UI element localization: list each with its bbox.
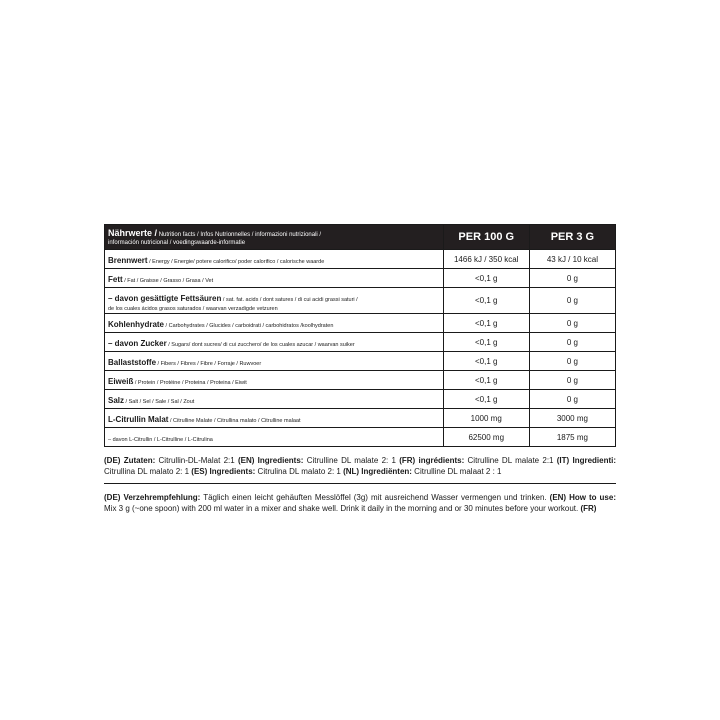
- column-per-100g: PER 100 G: [443, 225, 529, 250]
- usage-en-text: Mix 3 g (~one spoon) with 200 ml water in a mixer and shake well. Drink it daily in the morning and or 30 minutes before your workout.: [104, 504, 581, 513]
- table-row: [105, 428, 616, 447]
- value-per-100g: <0,1 g: [443, 314, 529, 333]
- table-row: [105, 269, 616, 288]
- value-per-3g: 0 g: [529, 352, 615, 371]
- value-per-3g: 0 g: [529, 269, 615, 288]
- usage-fr-label: (FR): [580, 504, 597, 513]
- ingredients-it-text: Citrullina DL malato 2: 1: [104, 467, 192, 476]
- row-sublabel: / Sugars/ dont sucres/ di cui zucchero/ de los cuales azucar / waarvan suiker: [166, 342, 355, 348]
- value-per-100g: <0,1 g: [443, 352, 529, 371]
- row-sublabel-line2: de los cuales ácidos grasos saturados / waarvan verzadigde vetzuren: [108, 306, 278, 312]
- value-per-3g: 43 kJ / 10 kcal: [529, 250, 615, 269]
- value-per-100g: <0,1 g: [443, 390, 529, 409]
- nutrition-label: [104, 224, 616, 514]
- row-sublabel: / Fibers / Fibres / Fibre / Forraje / Ruwvoer: [156, 361, 262, 367]
- ingredients-nl-text: Citrulline DL malaat 2 : 1: [411, 467, 502, 476]
- row-label: – davon gesättigte Fettsäuren: [108, 294, 222, 303]
- ingredients-text: [104, 455, 616, 477]
- row-label: – davon Zucker: [108, 339, 167, 348]
- value-per-3g: 1875 mg: [529, 428, 615, 447]
- value-per-3g: 0 g: [529, 390, 615, 409]
- row-label: L-Citrullin Malat: [108, 415, 169, 424]
- row-sublabel: / sat. fat. acids / dont satures / di cui acidi grassi saturi /: [221, 297, 358, 303]
- value-per-100g: <0,1 g: [443, 288, 529, 314]
- nutrition-facts-heading: [105, 225, 444, 250]
- table-row: [105, 409, 616, 428]
- row-label: Kohlenhydrate: [108, 320, 165, 329]
- ingredients-de-text: Citrullin-DL-Malat 2:1: [155, 456, 238, 465]
- value-per-3g: 0 g: [529, 314, 615, 333]
- section-divider: [104, 483, 616, 484]
- table-row: [105, 390, 616, 409]
- row-sublabel: – davon L-Citrullin / L-Citrulline / L-Citrulina: [108, 437, 213, 443]
- row-label: Brennwert: [108, 256, 148, 265]
- heading-title: Nährwerte /: [108, 227, 158, 238]
- usage-de-label: (DE) Verzehrempfehlung:: [104, 493, 201, 502]
- table-header-row: [105, 225, 616, 250]
- ingredients-nl-label: (NL) Ingrediënten:: [343, 467, 412, 476]
- heading-translations-line2: información nutricional / voedingswaarde-informatie: [108, 239, 246, 246]
- table-row: [105, 333, 616, 352]
- row-label: Eiweiß: [108, 377, 134, 386]
- value-per-100g: 1000 mg: [443, 409, 529, 428]
- row-label: Ballaststoffe: [108, 358, 157, 367]
- ingredients-it-label: (IT) Ingredienti:: [556, 456, 617, 465]
- value-per-100g: 1466 kJ / 350 kcal: [443, 250, 529, 269]
- ingredients-es-label: (ES) Ingredients:: [191, 467, 256, 476]
- ingredients-de-label: (DE) Zutaten:: [104, 456, 156, 465]
- column-per-3g: PER 3 G: [529, 225, 615, 250]
- table-row: [105, 371, 616, 390]
- ingredients-fr-label: (FR) ingrédients:: [399, 456, 465, 465]
- table-row: [105, 250, 616, 269]
- value-per-100g: <0,1 g: [443, 371, 529, 390]
- value-per-3g: 0 g: [529, 333, 615, 352]
- value-per-3g: 0 g: [529, 288, 615, 314]
- row-sublabel: / Carbohydrates / Glucides / carboidrati / carbohidratos /koolhydraten: [164, 323, 334, 329]
- ingredients-es-text: Citrulina DL malato 2: 1: [255, 467, 344, 476]
- value-per-3g: 0 g: [529, 371, 615, 390]
- usage-en-label: (EN) How to use:: [549, 493, 616, 502]
- row-sublabel: / Fat / Graisse / Grasso / Grasa / Vet: [122, 278, 214, 284]
- row-label: Fett: [108, 275, 123, 284]
- value-per-100g: <0,1 g: [443, 333, 529, 352]
- usage-text: [104, 492, 616, 514]
- nutrition-table: [104, 224, 616, 447]
- ingredients-en-text: Citrulline DL malate 2: 1: [303, 456, 400, 465]
- row-label: Salz: [108, 396, 125, 405]
- value-per-100g: 62500 mg: [443, 428, 529, 447]
- table-row: [105, 352, 616, 371]
- ingredients-en-label: (EN) Ingredients:: [237, 456, 304, 465]
- row-sublabel: / Citrulline Malate / Citrullina malato / Citrulline malaat: [168, 418, 301, 424]
- usage-de-text: Täglich einen leicht gehäuften Messlöffel (3g) mit ausreichend Wasser vermengen und trinken.: [200, 493, 550, 502]
- ingredients-fr-text: Citrulline DL malate 2:1: [464, 456, 557, 465]
- table-row: [105, 314, 616, 333]
- value-per-100g: <0,1 g: [443, 269, 529, 288]
- heading-translations: Nutrition facts / Infos Nutrionnelles / informazioni nutrizionali /: [157, 231, 322, 238]
- value-per-3g: 3000 mg: [529, 409, 615, 428]
- row-sublabel: / Energy / Energie/ potere calorifico/ poder calorifico / calorische waarde: [147, 259, 325, 265]
- row-sublabel: / Protein / Protéine / Proteina / Proteina / Eiwit: [133, 380, 247, 386]
- table-row: [105, 288, 616, 314]
- row-sublabel: / Salt / Sel / Sale / Sal / Zout: [124, 399, 195, 405]
